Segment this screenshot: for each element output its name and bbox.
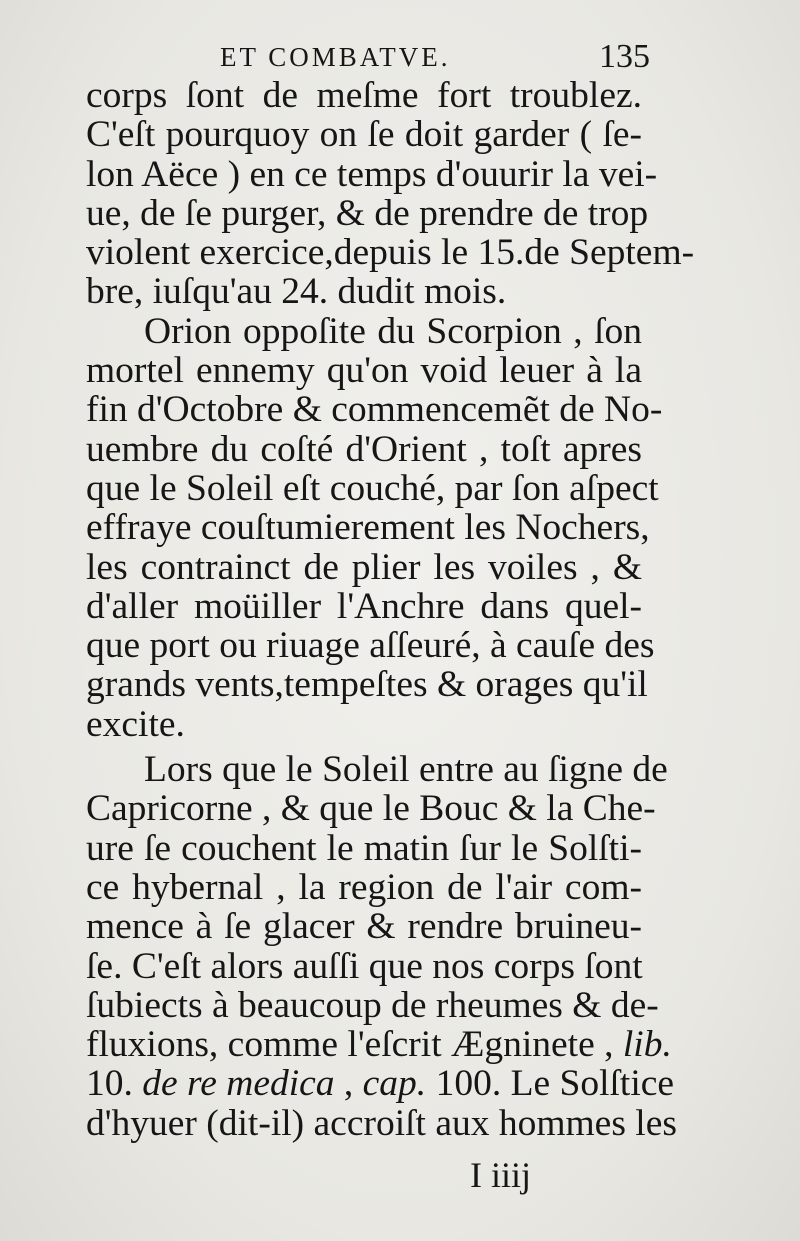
- text-line: ue, de ſe purger, & de prendre de trop: [86, 192, 649, 234]
- text-line-with-citation: [86, 1063, 675, 1105]
- text-line: grands vents,tempeſtes & orages qu'il: [86, 664, 648, 706]
- text-line: que port ou riuage aſſeuré, à cauſe des: [86, 625, 655, 667]
- text-line: ſe. C'eſt alors auſſi que nos corps ſont: [86, 945, 643, 987]
- text-line: mence à ſe glacer & rendre bruineu-: [86, 906, 642, 948]
- text-line: uembre du coſté d'Orient , toſt apres: [86, 428, 642, 470]
- running-title: ET COMBATVE.: [220, 42, 451, 72]
- text-segment: 10.: [86, 1063, 143, 1105]
- text-segment: ,: [334, 1063, 363, 1105]
- text-segment: fluxions, comme l'eſcrit Ægninete ,: [86, 1024, 623, 1066]
- text-line: C'eſt pourquoy on ſe doit garder ( ſe-: [86, 114, 642, 156]
- text-line: Capricorne , & que le Bouc & la Che-: [86, 788, 656, 830]
- text-line: lon Aëce ) en ce temps d'ouurir la vei-: [86, 153, 658, 195]
- paragraph-start-line: Lors que le Soleil entre au ſigne de: [144, 749, 668, 791]
- page-number: 135: [599, 38, 650, 75]
- citation-italic: de re medica: [142, 1063, 335, 1105]
- text-line: que le Soleil eſt couché, par ſon aſpect: [86, 467, 659, 509]
- body-text: [86, 75, 695, 1144]
- text-line: violent exercice,depuis le 15.de Septem-: [86, 232, 695, 274]
- text-segment: 100. Le Solſtice: [426, 1063, 675, 1105]
- text-line: bre, iuſqu'au 24. dudit mois.: [86, 271, 507, 313]
- page-header: [90, 30, 650, 74]
- text-line: les contrainct de plier les voiles , &: [86, 546, 642, 588]
- text-line: ſubiects à beaucoup de rheumes & de-: [86, 984, 659, 1026]
- text-line: effraye couſtumierement les Nochers,: [86, 507, 650, 549]
- text-line: ce hybernal , la region de l'air com-: [86, 866, 642, 908]
- text-line: d'aller moüiller l'Anchre dans quel-: [86, 585, 642, 627]
- text-line: excite.: [86, 703, 185, 745]
- text-line-with-citation: [86, 1024, 672, 1066]
- paragraph-start-line: Orion oppoſite du Scorpion , ſon: [144, 310, 642, 352]
- signature-mark: I iiij: [470, 1155, 531, 1195]
- text-line: mortel ennemy qu'on void leuer à la: [86, 350, 642, 392]
- text-line: ure ſe couchent le matin ſur le Solſti-: [86, 827, 642, 869]
- text-line: fin d'Octobre & commencemẽt de No-: [86, 389, 663, 431]
- citation-italic: lib.: [622, 1024, 672, 1066]
- text-line: d'hyuer (dit-il) accroiſt aux hommes les: [86, 1102, 677, 1144]
- text-line: corps ſont de meſme fort troublez.: [86, 75, 642, 116]
- citation-italic: cap.: [362, 1063, 427, 1105]
